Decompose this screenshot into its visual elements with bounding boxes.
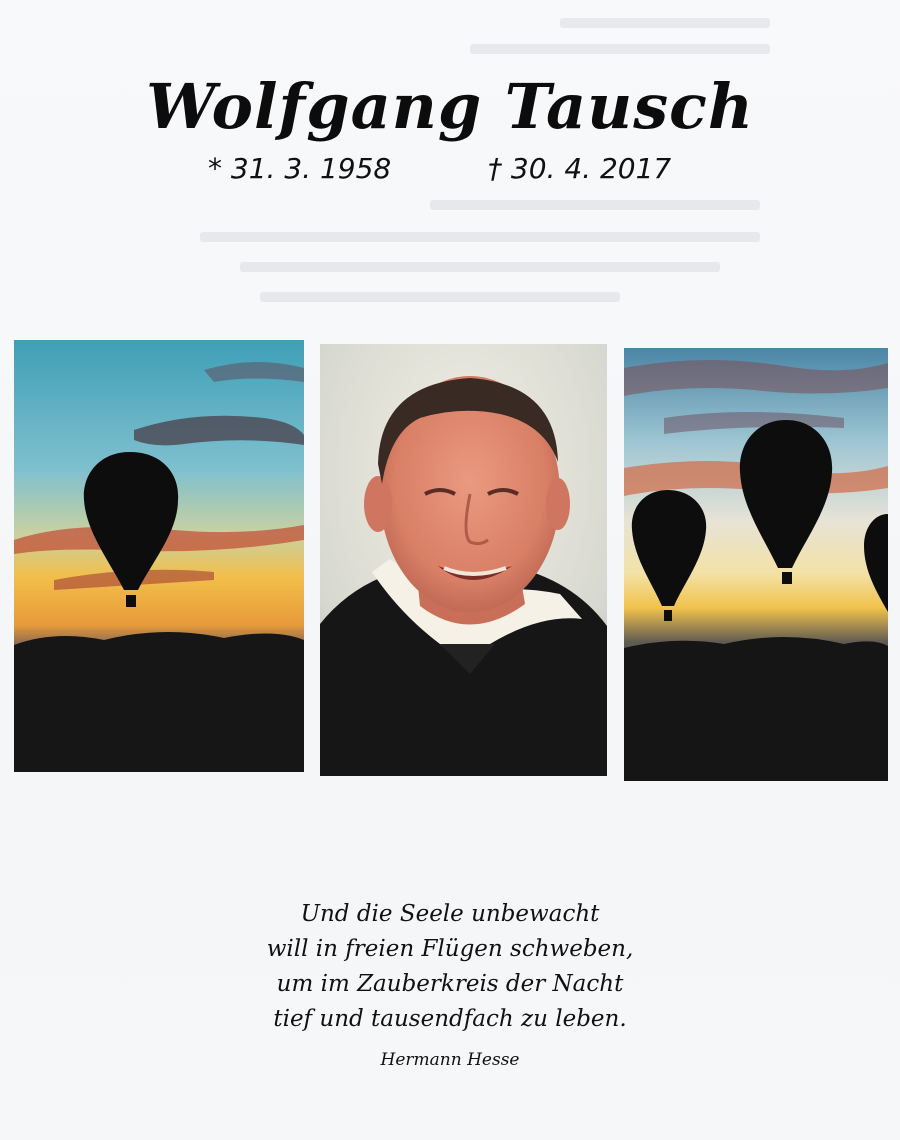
poem-line: um im Zauberkreis der Nacht [276,971,624,997]
birth-date: * 31. 3. 1958 [208,152,392,185]
balloon-sunset-image [14,340,304,772]
poem-line: Und die Seele unbewacht [300,901,600,927]
show-through-text [0,0,900,330]
death-date: † 30. 4. 2017 [488,152,672,185]
poem-line: tief und tausendfach zu leben. [273,1006,627,1032]
poem-author: Hermann Hesse [380,1050,520,1070]
deceased-name: Wolfgang Tausch [146,70,754,143]
portrait-photo [320,344,607,776]
balloons-sunset-image [624,348,888,781]
poem [0,897,900,1037]
poem-line: will in freien Flügen schweben, [266,936,634,962]
